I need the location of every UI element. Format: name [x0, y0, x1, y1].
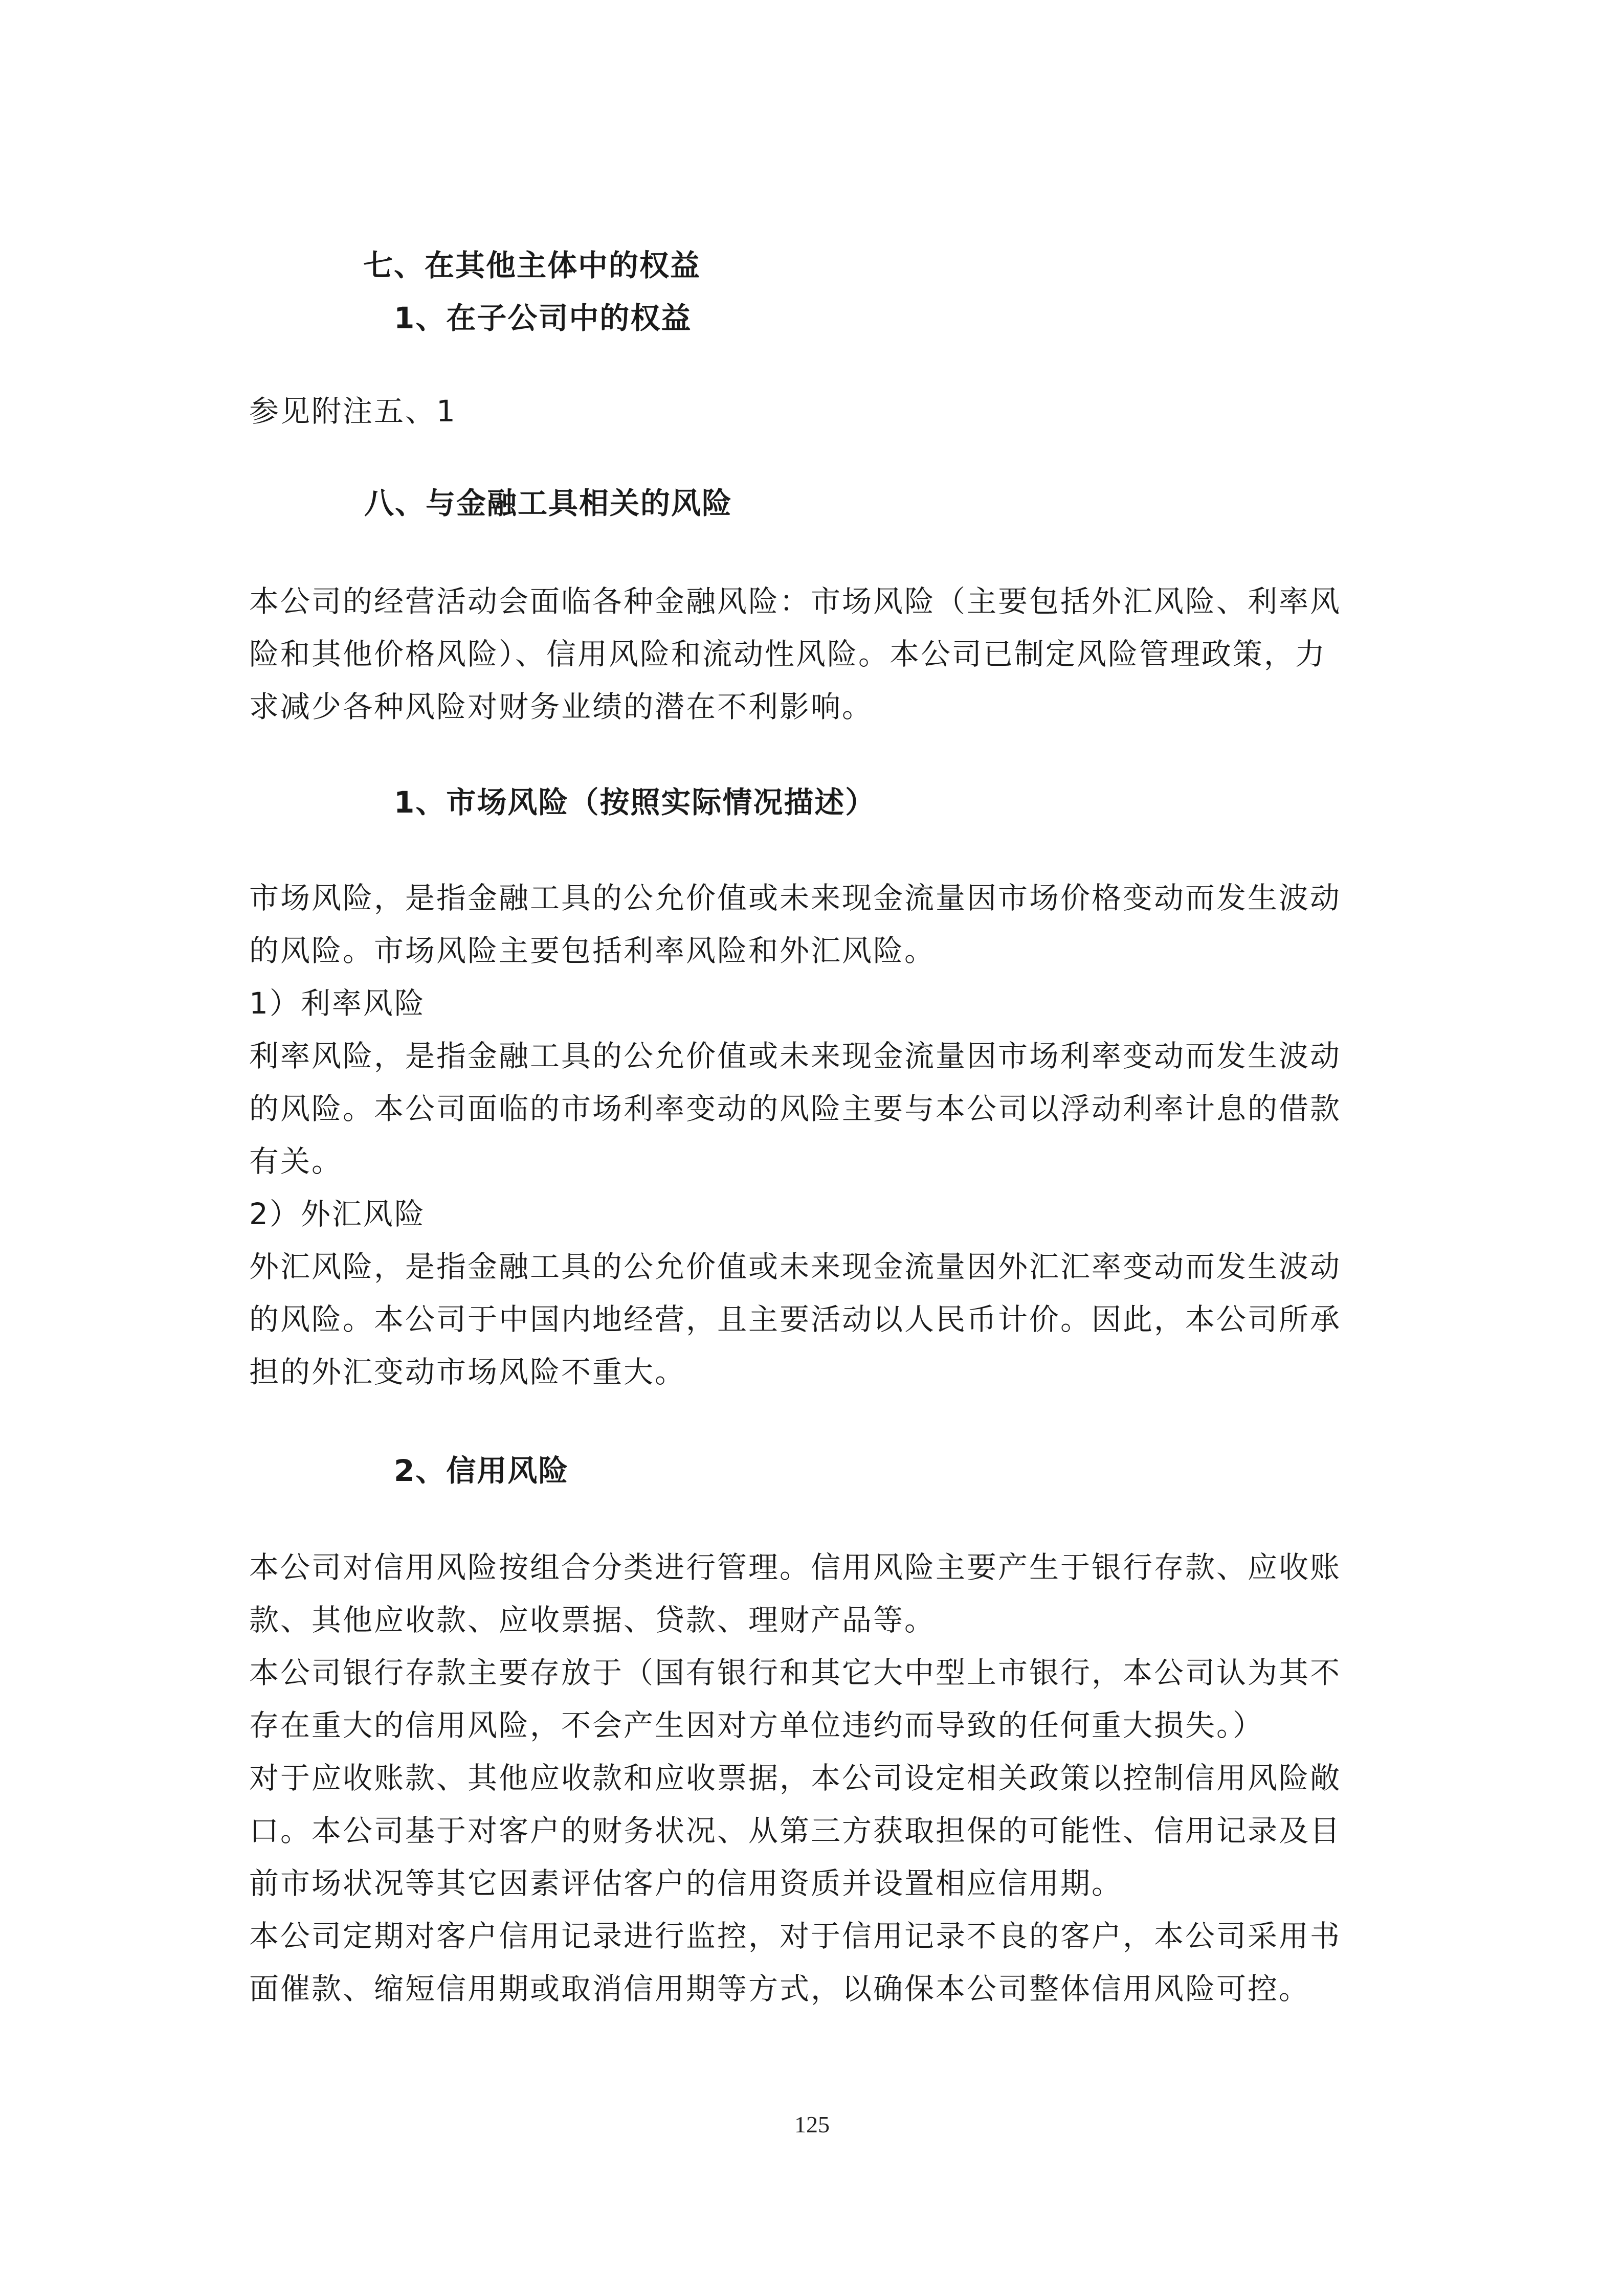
credit-risk-p3-line-3: 前市场状况等其它因素评估客户的信用资质并设置相应信用期。: [249, 1866, 1123, 1901]
interest-risk-line-1: 利率风险，是指金融工具的公允价值或未来现金流量因市场利率变动而发生波动: [249, 1039, 1342, 1073]
credit-risk-p1-line-2: 款、其他应收款、应收票据、贷款、理财产品等。: [249, 1603, 936, 1637]
section-8-heading: 八、与金融工具相关的风险: [364, 486, 733, 521]
fx-risk-line-1: 外汇风险，是指金融工具的公允价值或未来现金流量因外汇汇率变动而发生波动: [249, 1249, 1342, 1284]
section-7-1-heading: 1、在子公司中的权益: [394, 301, 692, 335]
section-7-1-text: 参见附注五、1: [249, 394, 457, 429]
fx-risk-line-3: 担的外汇变动市场风险不重大。: [249, 1355, 686, 1389]
section-8-intro-line-3: 求减少各种风险对财务业绩的潜在不利影响。: [249, 689, 874, 724]
interest-risk-heading: 1）利率风险: [249, 986, 426, 1021]
credit-risk-p4-line-1: 本公司定期对客户信用记录进行监控，对于信用记录不良的客户，本公司采用书: [249, 1919, 1342, 1953]
credit-risk-p2-line-2: 存在重大的信用风险，不会产生因对方单位违约而导致的任何重大损失。）: [249, 1708, 1264, 1743]
section-8-intro-line-2: 险和其他价格风险）、信用风险和流动性风险。本公司已制定风险管理政策，力: [249, 637, 1327, 671]
section-7-heading: 七、在其他主体中的权益: [363, 248, 701, 283]
credit-risk-p4-line-2: 面催款、缩短信用期或取消信用期等方式，以确保本公司整体信用风险可控。: [249, 1971, 1310, 2006]
credit-risk-p3-line-1: 对于应收账款、其他应收款和应收票据，本公司设定相关政策以控制信用风险敞: [249, 1761, 1342, 1795]
credit-risk-p3-line-2: 口。本公司基于对客户的财务状况、从第三方获取担保的可能性、信用记录及目: [249, 1813, 1342, 1848]
market-risk-line-1: 市场风险，是指金融工具的公允价值或未来现金流量因市场价格变动而发生波动: [249, 881, 1342, 915]
section-8-intro-line-1: 本公司的经营活动会面临各种金融风险：市场风险（主要包括外汇风险、利率风: [249, 584, 1342, 619]
market-risk-heading: 1、市场风险（按照实际情况描述）: [394, 785, 876, 820]
interest-risk-line-2: 的风险。本公司面临的市场利率变动的风险主要与本公司以浮动利率计息的借款: [249, 1091, 1342, 1126]
interest-risk-line-3: 有关。: [249, 1144, 343, 1179]
credit-risk-p2-line-1: 本公司银行存款主要存放于（国有银行和其它大中型上市银行，本公司认为其不: [249, 1655, 1342, 1690]
credit-risk-heading: 2、信用风险: [394, 1453, 569, 1488]
fx-risk-heading: 2）外汇风险: [249, 1197, 426, 1231]
market-risk-line-2: 的风险。市场风险主要包括利率风险和外汇风险。: [249, 933, 936, 968]
credit-risk-p1-line-1: 本公司对信用风险按组合分类进行管理。信用风险主要产生于银行存款、应收账: [249, 1550, 1342, 1585]
page-number: 125: [794, 2111, 830, 2137]
fx-risk-line-2: 的风险。本公司于中国内地经营，且主要活动以人民币计价。因此，本公司所承: [249, 1302, 1342, 1337]
